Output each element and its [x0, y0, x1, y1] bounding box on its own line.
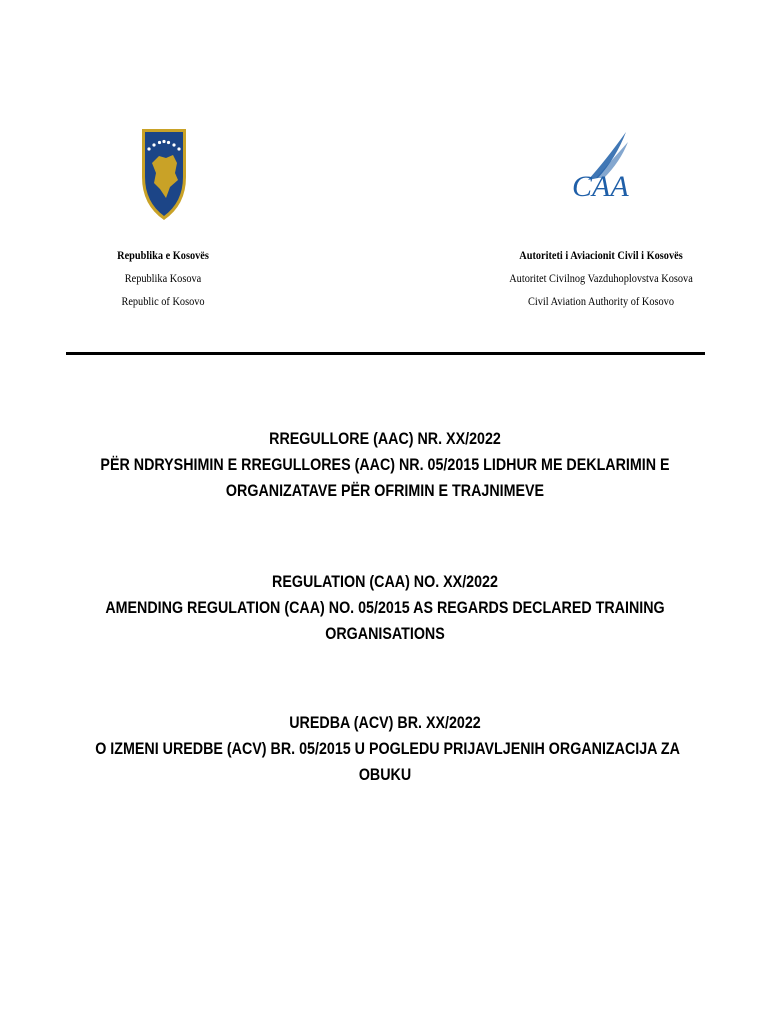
caa-logo-icon: [568, 128, 634, 200]
title-english-line2: AMENDING REGULATION (CAA) NO. 05/2015 AS REGARDS DECLARED TRAINING: [105, 598, 665, 617]
title-english-line3: ORGANISATIONS: [325, 624, 445, 643]
republic-name-serbian: Republika Kosova: [124, 271, 202, 285]
title-albanian-line2: PËR NDRYSHIMIN E RREGULLORES (AAC) NR. 05/2015 LIDHUR ME DEKLARIMIN E: [100, 455, 670, 474]
title-albanian-line3: ORGANIZATAVE PËR OFRIMIN E TRAJNIMEVE: [225, 481, 545, 500]
title-albanian-line1: RREGULLORE (AAC) NR. XX/2022: [269, 429, 501, 448]
title-english-line1: REGULATION (CAA) NO. XX/2022: [272, 572, 498, 591]
title-serbian-line2: O IZMENI UREDBE (ACV) BR. 05/2015 U POGLEDU PRIJAVLJENIH ORGANIZACIJA ZA: [95, 739, 680, 758]
title-english: [40, 569, 730, 647]
caa-logo-text: CAA: [572, 170, 629, 200]
caa-name-serbian: Autoritet Civilnog Vazduhoplovstva Kosova: [509, 271, 693, 285]
republic-name-albanian: Republika e Kosovës: [117, 248, 209, 262]
header-divider: [66, 352, 705, 355]
title-serbian-line1: UREDBA (ACV) BR. XX/2022: [289, 713, 481, 732]
republic-header: [94, 244, 232, 313]
caa-name-albanian: Autoriteti i Aviacionit Civil i Kosovës: [519, 248, 683, 262]
caa-header: [488, 244, 713, 313]
caa-name-english: Civil Aviation Authority of Kosovo: [527, 294, 675, 308]
kosovo-emblem-icon: [140, 127, 188, 222]
title-serbian-line3: OBUKU: [358, 765, 412, 784]
republic-name-english: Republic of Kosovo: [121, 294, 205, 308]
title-albanian: [40, 426, 730, 504]
title-serbian: [40, 710, 730, 788]
